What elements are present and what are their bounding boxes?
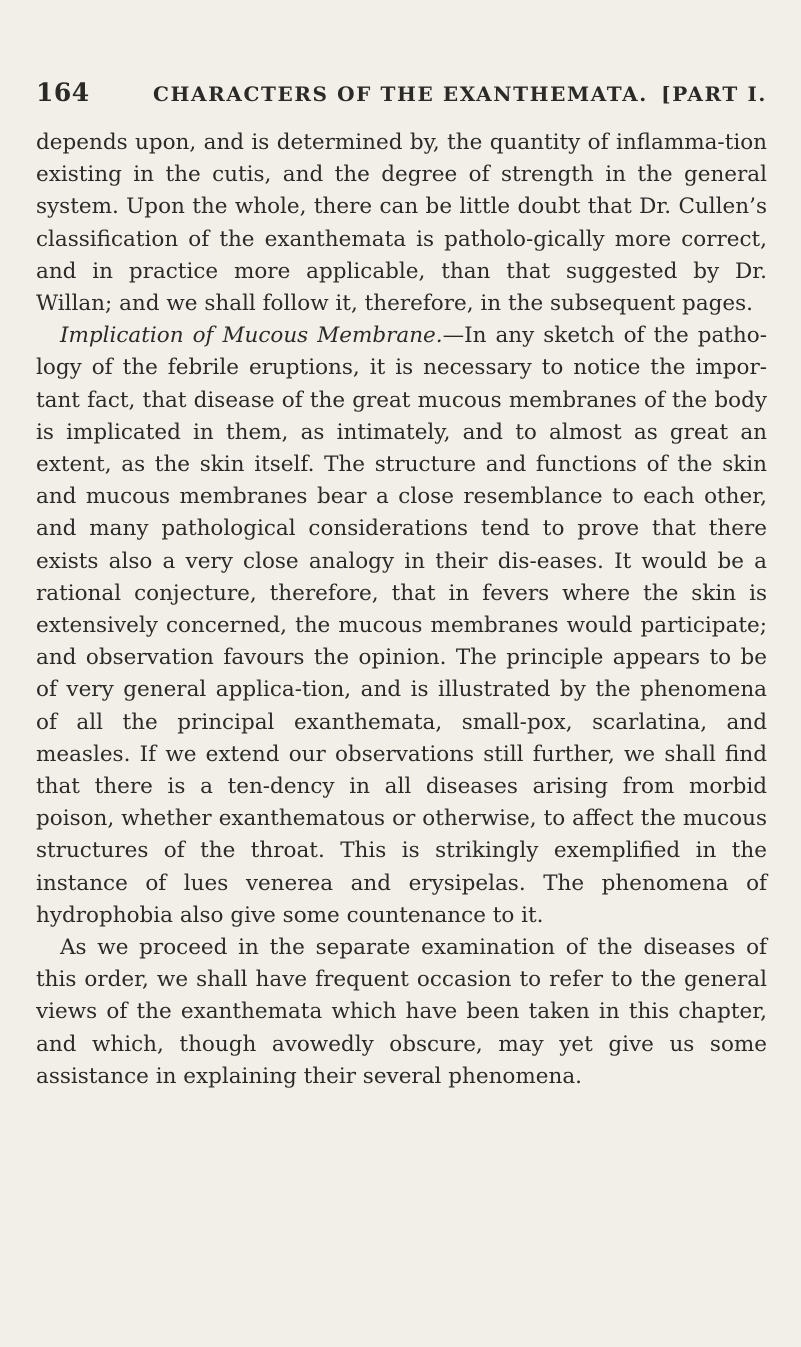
page-number: 164 <box>36 78 90 107</box>
running-head <box>36 78 767 107</box>
part-label: [PART I. <box>661 82 767 106</box>
paragraph-3: As we proceed in the separate examination of the diseases of this order, we shall have frequent occasion to refer to the general views of the exanthemata which have been taken in this chapter, and which, though avowedly obscure, may yet give us some assistance in explaining their several phenomena. <box>36 935 767 1089</box>
paragraph-1: depends upon, and is determined by, the quantity of inflamma-tion existing in the cutis, and the degree of strength in the general system. Upon the whole, there can be little doubt that Dr. Cullen’s classification of the exanthemata is patholo-gically more correct, and in practice more applicable, than that suggested by Dr. Willan; and we shall follow it, therefore, in the subsequent pages. <box>36 130 767 317</box>
paragraph-2 <box>36 320 767 932</box>
paragraph-2-text: —In any sketch of the patho-logy of the febrile eruptions, it is necessary to notice the impor-tant fact, that disease of the great mucous membranes of the body is implicated in them, as intimately, and to almost as great an extent, as the skin itself. The structure and functions of the skin and mucous membranes bear a close resemblance to each other, and many pathological considerations tend to prove that there exists also a very close analogy in their dis-eases. It would be a rational conjecture, therefore, that in fevers where the skin is extensively concerned, the mucous membranes would participate; and observation favours the opinion. The principle appears to be of very general applica-tion, and is illustrated by the phenomena of all the principal exanthemata, small-pox, scarlatina, and measles. If we extend our observations still further, we shall find that there is a ten-dency in all diseases arising from morbid poison, whether exanthematous or otherwise, to affect the mucous structures of the throat. This is strikingly exemplified in the instance of lues venerea and erysipelas. The phenomena of hydrophobia also give some countenance to it. <box>36 323 767 928</box>
body-text <box>36 127 767 1093</box>
running-title: CHARACTERS OF THE EXANTHEMATA. <box>153 82 648 106</box>
section-heading: Implication of Mucous Membrane. <box>60 323 443 349</box>
